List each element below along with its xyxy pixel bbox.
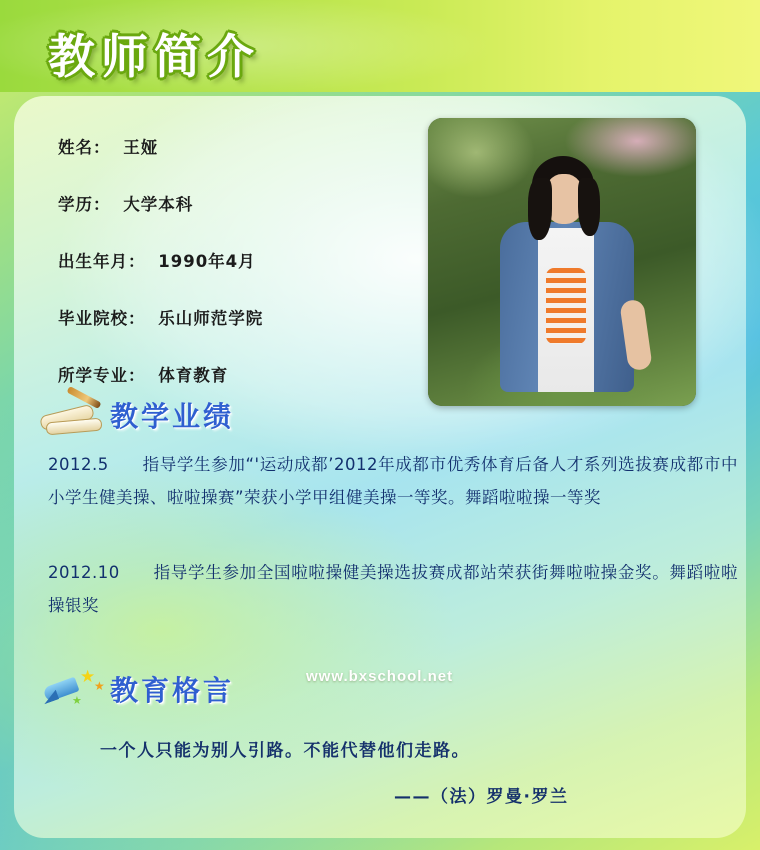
rocket-star-icon	[36, 666, 110, 712]
section-header-achievements	[36, 392, 234, 438]
star-icon-medium: ★	[94, 679, 105, 693]
info-value-name: 王娅	[123, 138, 159, 157]
photo-figure-hair-right	[578, 178, 600, 236]
section-header-motto	[36, 666, 234, 712]
section-title-achievements: 教学业绩	[110, 400, 235, 433]
photo-background	[428, 118, 696, 406]
info-label-major: 所学专业：	[58, 366, 146, 385]
achievement-item-2	[48, 556, 738, 622]
teacher-photo	[428, 118, 696, 406]
profile-info-list	[58, 134, 418, 419]
info-row-birthdate	[58, 248, 418, 272]
info-label-name: 姓名：	[58, 138, 111, 157]
achievement-text-1: 指导学生参加“'运动成都’2012年成都市优秀体育后备人才系列选拔赛成都市中小学生健美操、啦啦操赛”荣获小学甲组健美操一等奖。舞蹈啦啦操一等奖	[48, 455, 738, 507]
photo-figure-hair-left	[528, 178, 552, 240]
info-value-birthdate: 1990年4月	[158, 252, 256, 271]
motto-text: 一个人只能为别人引路。不能代替他们走路。	[100, 741, 470, 761]
achievement-text-2: 指导学生参加全国啦啦操健美操选拔赛成都站荣获街舞啦啦操金奖。舞蹈啦啦操银奖	[48, 563, 738, 615]
info-row-name	[58, 134, 418, 158]
info-row-education	[58, 191, 418, 215]
info-row-major	[58, 362, 418, 386]
site-watermark: www.bxschool.net	[306, 668, 454, 685]
achievement-year-2: 2012.10	[48, 563, 120, 582]
section-title-motto: 教育格言	[110, 674, 235, 707]
star-icon-small: ★	[72, 695, 82, 707]
achievement-item-1	[48, 448, 738, 514]
header-banner	[0, 0, 760, 92]
achievement-year-1: 2012.5	[48, 455, 109, 474]
motto-author: ——（法）罗曼·罗兰	[394, 787, 569, 807]
info-value-education: 大学本科	[123, 195, 194, 214]
info-value-major: 体育教育	[158, 366, 229, 385]
content-panel	[14, 96, 746, 838]
info-row-school	[58, 305, 418, 329]
star-icon-large: ★	[80, 667, 96, 686]
info-label-birthdate: 出生年月：	[58, 252, 146, 271]
info-label-education: 学历：	[58, 195, 111, 214]
scroll-pen-icon	[36, 392, 110, 438]
photo-figure-print	[546, 268, 586, 344]
info-value-school: 乐山师范学院	[158, 309, 264, 328]
page-title: 教师简介	[48, 30, 260, 85]
info-label-school: 毕业院校：	[58, 309, 146, 328]
